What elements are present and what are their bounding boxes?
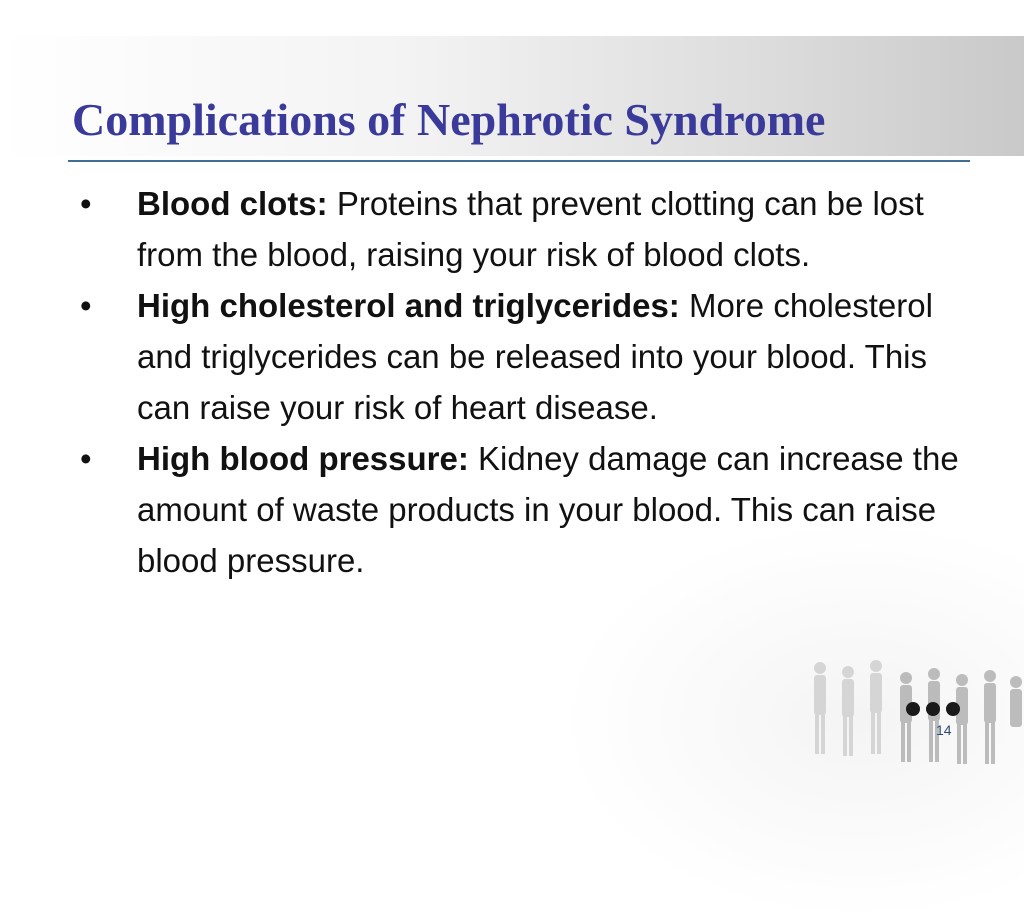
bullet-text: Kidney damage can increase the amount of waste products in your blood. This can raise blood pressure. [137,440,959,579]
bullet-term: Blood clots: [137,185,328,222]
bullet-marker: • [80,185,92,222]
bullet-text: More cholesterol and triglycerides can be released into your blood. This can raise your risk of heart disease. [137,287,933,426]
slide-title: Complications of Nephrotic Syndrome [72,94,826,145]
people-silhouettes-decoration [780,650,1024,768]
bullet-term: High cholesterol and triglycerides: [137,287,680,324]
bullet-item-blood-clots [80,178,960,280]
bullet-marker: • [80,287,92,324]
bullet-marker: • [80,440,92,477]
bullet-text: Proteins that prevent clotting can be lost from the blood, raising your risk of blood clots. [137,185,924,273]
bullet-item-blood-pressure [80,433,960,586]
bullet-term: High blood pressure: [137,440,469,477]
bullet-list [80,178,960,586]
bullet-item-cholesterol [80,280,960,433]
ellipsis-dots-icon [904,700,962,718]
title-divider [68,160,970,162]
slide-page-number: 14 [936,722,952,738]
